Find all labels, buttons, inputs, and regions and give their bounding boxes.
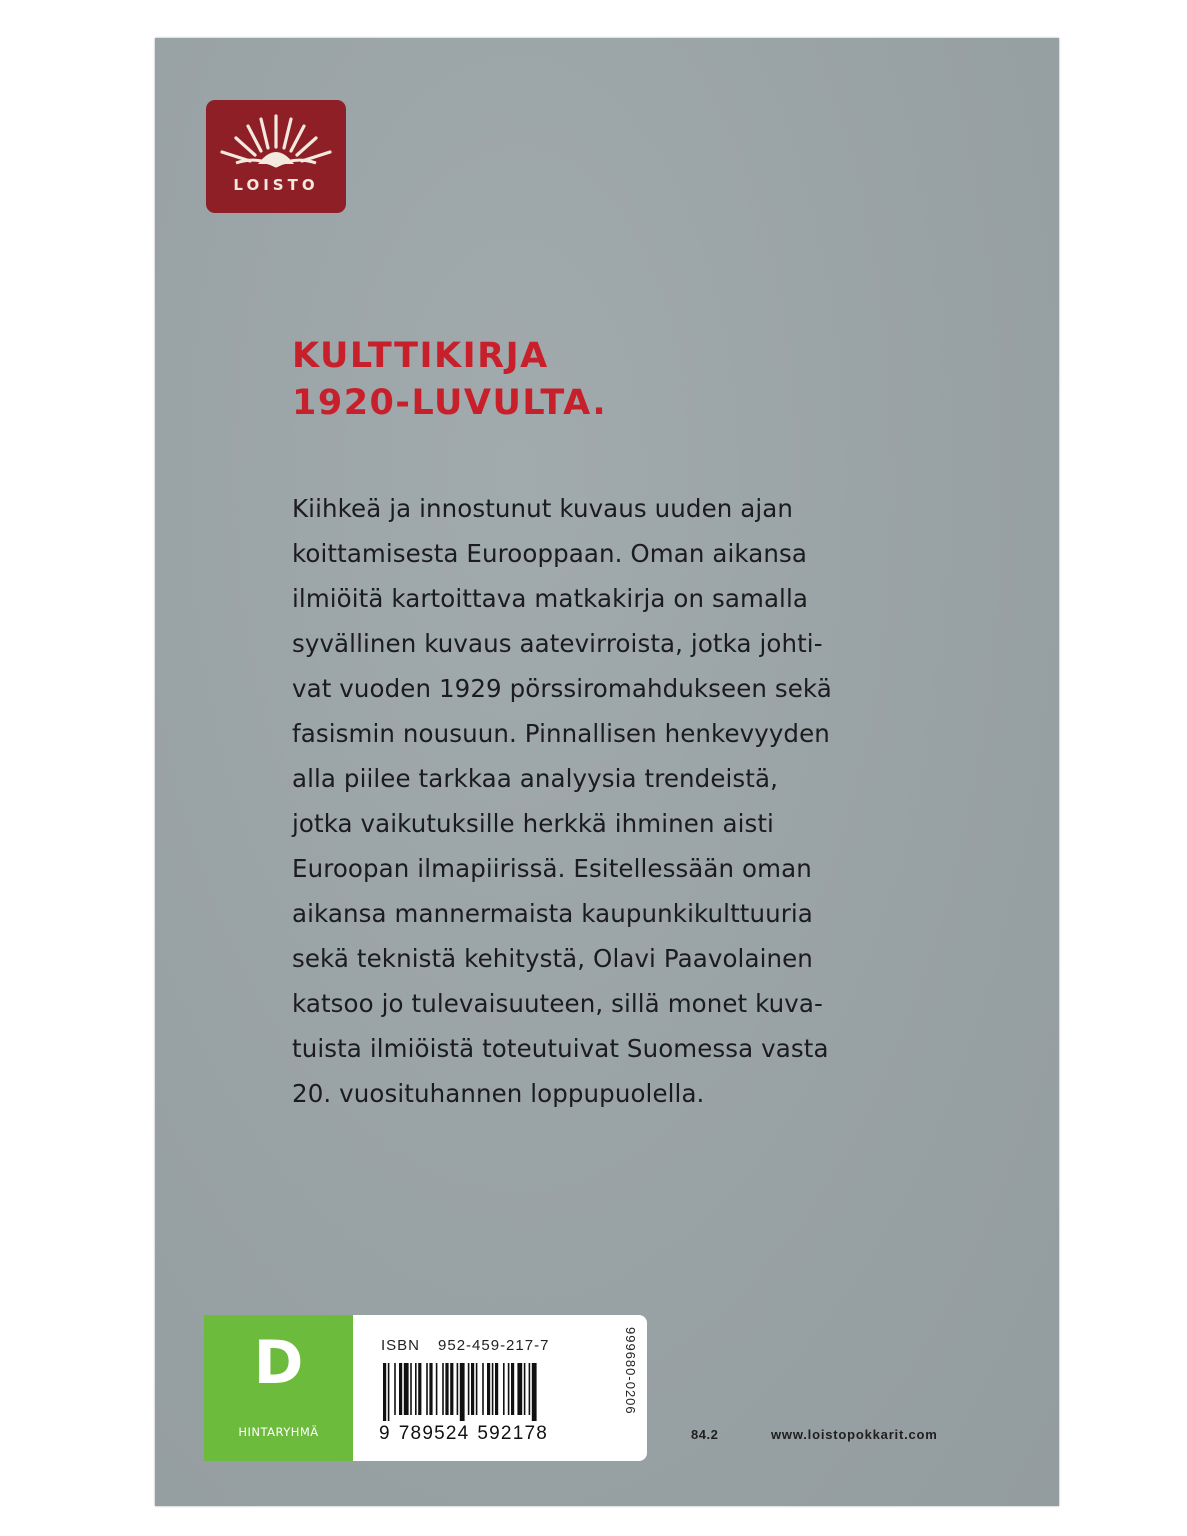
description-line: 20. vuosituhannen loppupuolella. <box>292 1079 705 1108</box>
barcode-bar <box>445 1363 448 1415</box>
barcode-bar <box>495 1363 498 1415</box>
barcode-bar <box>511 1363 514 1415</box>
footer-code: 84.2 <box>691 1427 719 1442</box>
ean-number <box>379 1423 556 1445</box>
barcode-bar <box>410 1363 412 1415</box>
barcode-bar <box>457 1363 459 1415</box>
barcode-bar <box>388 1363 390 1421</box>
headline <box>292 333 812 427</box>
barcode-bar <box>487 1363 490 1415</box>
ean-part: 592178 <box>477 1423 548 1444</box>
sunburst-icon <box>206 100 346 213</box>
ean-part: 9 <box>379 1423 391 1444</box>
description-line: sekä teknistä kehitystä, Olavi Paavolainen <box>292 944 813 973</box>
publisher-website: www.loistopokkarit.com <box>771 1427 938 1442</box>
description-line: katsoo jo tulevaisuuteen, sillä monet kuva- <box>292 989 823 1018</box>
price-group-label: HINTARYHMÄ <box>238 1425 319 1439</box>
barcode-bar <box>492 1363 494 1415</box>
barcode-bar <box>460 1363 465 1421</box>
isbn-label: ISBN <box>381 1337 421 1354</box>
description-text <box>292 486 892 1116</box>
barcode-bar <box>532 1363 537 1421</box>
headline-line: KULTTIKIRJA <box>292 336 549 376</box>
isbn-number: 952-459-217-7 <box>438 1337 550 1354</box>
side-code: 999680-0206 <box>623 1327 638 1415</box>
description-line: jotka vaikutuksille herkkä ihminen aisti <box>292 809 774 838</box>
barcode-bar <box>415 1363 417 1415</box>
description-line: Euroopan ilmapiirissä. Esitellessään oman <box>292 854 812 883</box>
description-line: Kiihkeä ja innostunut kuvaus uuden ajan <box>292 494 794 523</box>
barcode-bar <box>450 1363 453 1415</box>
barcode-bar <box>426 1363 428 1415</box>
price-group-badge <box>204 1315 353 1461</box>
barcode-bar <box>468 1363 470 1415</box>
ean-part: 789524 <box>398 1423 470 1444</box>
description-line: tuista ilmiöistä toteutuivat Suomessa vasta <box>292 1034 829 1063</box>
logo-text: LOISTO <box>233 176 319 194</box>
description-line: fasismin nousuun. Pinnallisen henkevyyden <box>292 719 830 748</box>
barcode-sticker <box>353 1315 647 1461</box>
description-line: vat vuoden 1929 pörssiromahdukseen sekä <box>292 674 832 703</box>
barcode-bar <box>508 1363 510 1415</box>
barcode-bar <box>436 1363 438 1415</box>
barcode-bar <box>418 1363 421 1415</box>
barcode-bar <box>429 1363 432 1415</box>
description-line: koittamisesta Eurooppaan. Oman aikansa <box>292 539 807 568</box>
publisher-logo <box>206 100 346 213</box>
barcode-bar <box>503 1363 505 1415</box>
barcode-bar <box>404 1363 409 1415</box>
book-back-cover <box>155 38 1059 1506</box>
isbn-line <box>381 1337 567 1354</box>
barcode-bar <box>442 1363 444 1415</box>
headline-line: 1920-LUVULTA. <box>292 383 608 423</box>
barcode-bar <box>517 1363 522 1415</box>
description-line: aikansa mannermaista kaupunkikulttuuria <box>292 899 813 928</box>
barcode-bar <box>383 1363 386 1421</box>
description-line: syvällinen kuvaus aatevirroista, jotka johti- <box>292 629 823 658</box>
barcode-bar <box>482 1363 484 1415</box>
price-group-letter: D <box>253 1328 304 1398</box>
barcode-bar <box>399 1363 402 1415</box>
barcode-bar <box>471 1363 474 1415</box>
description-line: alla piilee tarkkaa analyysia trendeistä, <box>292 764 778 793</box>
barcode-icon <box>381 1363 603 1421</box>
barcode-bar <box>524 1363 526 1415</box>
barcode-bar <box>394 1363 396 1415</box>
barcode-bar <box>529 1363 531 1415</box>
description-line: ilmiöitä kartoittava matkakirja on samalla <box>292 584 808 613</box>
barcode-bar <box>476 1363 478 1415</box>
